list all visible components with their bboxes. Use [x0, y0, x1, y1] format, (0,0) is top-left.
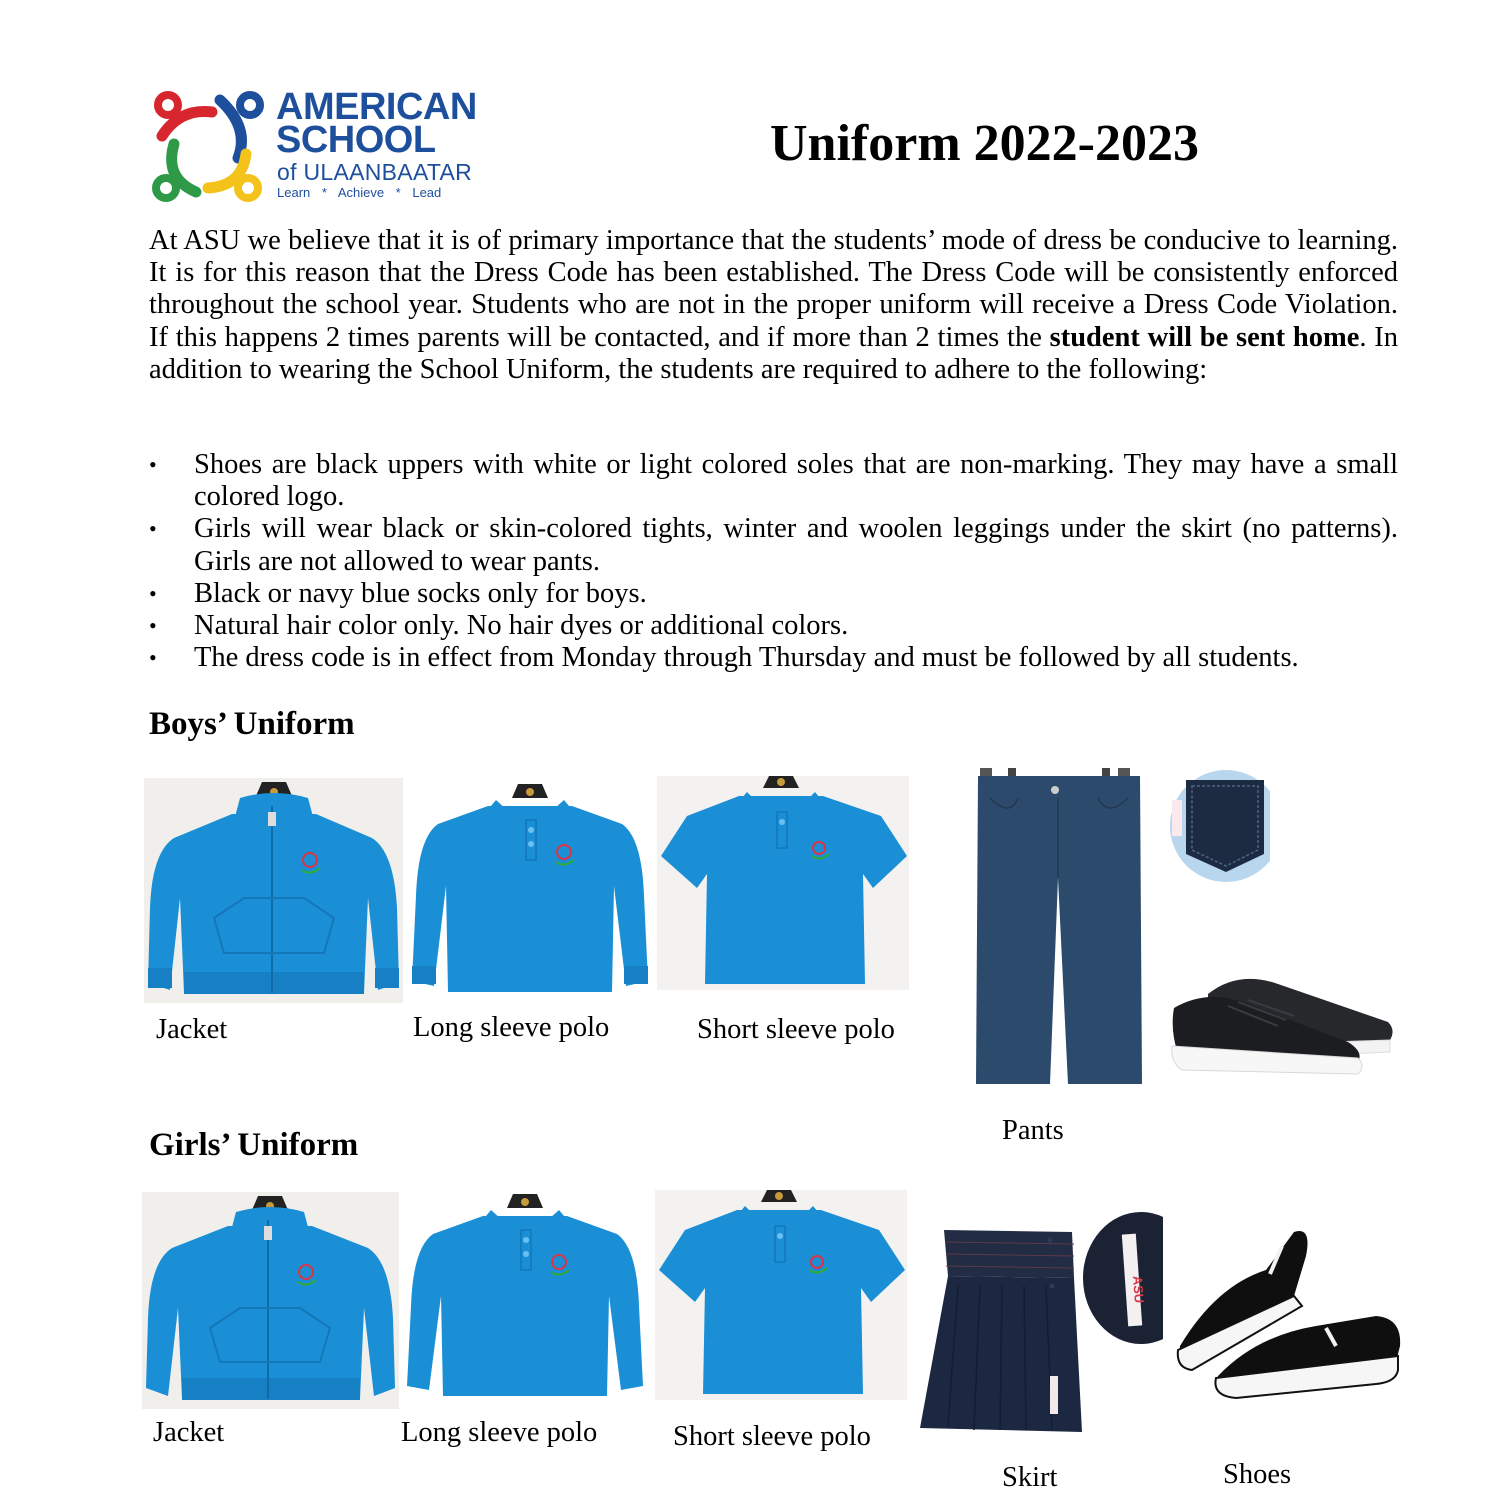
skirt-asu-label-closeup-photo — [1083, 1210, 1167, 1346]
skirt-caption: Skirt — [1002, 1462, 1058, 1493]
boys-jacket-caption: Jacket — [156, 1014, 228, 1045]
girls-short-sleeve-polo-caption: Short sleeve polo — [673, 1421, 871, 1452]
boys-short-sleeve-polo-photo — [657, 776, 909, 990]
bullet-icon: • — [149, 516, 157, 542]
bullet-icon: • — [149, 452, 157, 477]
logo-tagline: Learn * Achieve * Lead — [277, 185, 442, 200]
boys-long-sleeve-polo-photo — [404, 776, 656, 1004]
school-logo — [150, 88, 480, 208]
bullet-icon: • — [149, 580, 157, 606]
page-title: Uniform 2022-2023 — [770, 115, 1199, 172]
logo-line-ulaanbaatar: of ULAANBAATAR — [277, 159, 473, 185]
asu-label-text: ASU — [1130, 1275, 1147, 1304]
navy-pleated-skirt-photo — [918, 1226, 1084, 1438]
rule-item: • The dress code is in effect from Monday through Thursday and must be followed by all students. — [149, 642, 1299, 674]
boys-long-sleeve-polo-caption: Long sleeve polo — [413, 1012, 610, 1043]
rule-item: • Natural hair color only. No hair dyes or additional colors. — [149, 610, 849, 642]
boys-uniform-heading: Boys’ Uniform — [149, 706, 355, 742]
girls-long-sleeve-polo-caption: Long sleeve polo — [401, 1417, 598, 1448]
shoes-caption: Shoes — [1223, 1459, 1292, 1490]
logo-line-american: AMERICAN — [276, 86, 477, 128]
boys-jacket-photo — [144, 778, 403, 1003]
boys-pants-photo — [970, 768, 1145, 1088]
bullet-icon: • — [149, 645, 157, 671]
intro-paragraph — [149, 225, 1398, 386]
bullet-icon: • — [149, 613, 157, 639]
black-leather-sneakers-photo — [1168, 970, 1396, 1080]
boys-short-sleeve-polo-caption: Short sleeve polo — [697, 1014, 895, 1045]
rule-item: • Black or navy blue socks only for boys. — [149, 577, 647, 609]
girls-long-sleeve-polo-photo — [399, 1190, 651, 1408]
rule-item: • Shoes are black uppers with white or light colored soles that are non-marking. They may have a small colored logo. — [149, 449, 1398, 513]
intro-text-2: . In addition to wearing the School Uniform, the students are required to adhere to the following: — [149, 321, 1399, 385]
dress-code-rules-list — [149, 449, 1398, 674]
logo-figures-icon — [150, 88, 270, 206]
girls-jacket-photo — [142, 1192, 400, 1409]
boys-pants-caption: Pants — [1002, 1115, 1064, 1146]
girls-short-sleeve-polo-photo — [655, 1190, 907, 1400]
logo-line-school: SCHOOL — [276, 119, 436, 161]
girls-uniform-heading: Girls’ Uniform — [149, 1127, 359, 1163]
girls-jacket-caption: Jacket — [153, 1417, 225, 1448]
black-slip-on-shoes-photo — [1176, 1226, 1404, 1402]
intro-text-1: At ASU we believe that it is of primary importance that the students’ mode of dress be conducive to learning. It is for this reason that the Dress Code has been established. The Dress Code will be consistently enforced throughout the school year. Students who are not in the proper uniform will receive a Dress Code Violation. If this happens 2 times parents will be contacted, and if more than 2 times the — [149, 225, 1398, 353]
intro-bold-warning: student will be sent home — [1049, 321, 1360, 353]
rule-item: • Girls will wear black or skin-colored tights, winter and woolen leggings under the skirt (no patterns). Girls are not allowed to wear pants. — [149, 513, 1398, 577]
pocket-label-closeup-photo — [1166, 770, 1274, 882]
